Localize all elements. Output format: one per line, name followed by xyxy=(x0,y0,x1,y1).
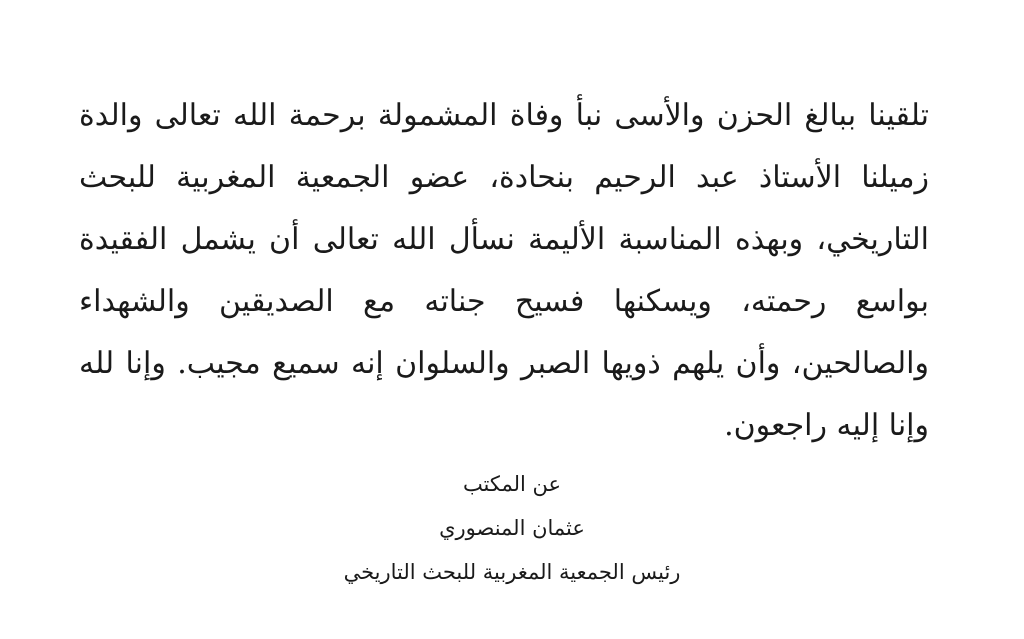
condolence-paragraph: تلقينا ببالغ الحزن والأسى نبأ وفاة المشمولة برحمة الله تعالى والدة زميلنا الأستاذ عبد الرحيم بنحادة، عضو الجمعية المغربية للبحث التاريخي، وبهذه المناسبة الأليمة نسأل الله تعالى أن يشمل الفقيدة بواسع رحمته، ويسكنها فسيح جناته مع الصديقين والشهداء والصالحين، وأن يلهم ذويها الصبر والسلوان إنه سميع مجيب. وإنا لله وإنا إليه راجعون. xyxy=(79,98,929,443)
signature-name: عثمان المنصوري xyxy=(439,516,585,540)
signature-from-label: عن المكتب xyxy=(462,472,562,496)
signature-title: رئيس الجمعية المغربية للبحث التاريخي xyxy=(343,560,681,584)
signature-block xyxy=(0,462,1024,594)
